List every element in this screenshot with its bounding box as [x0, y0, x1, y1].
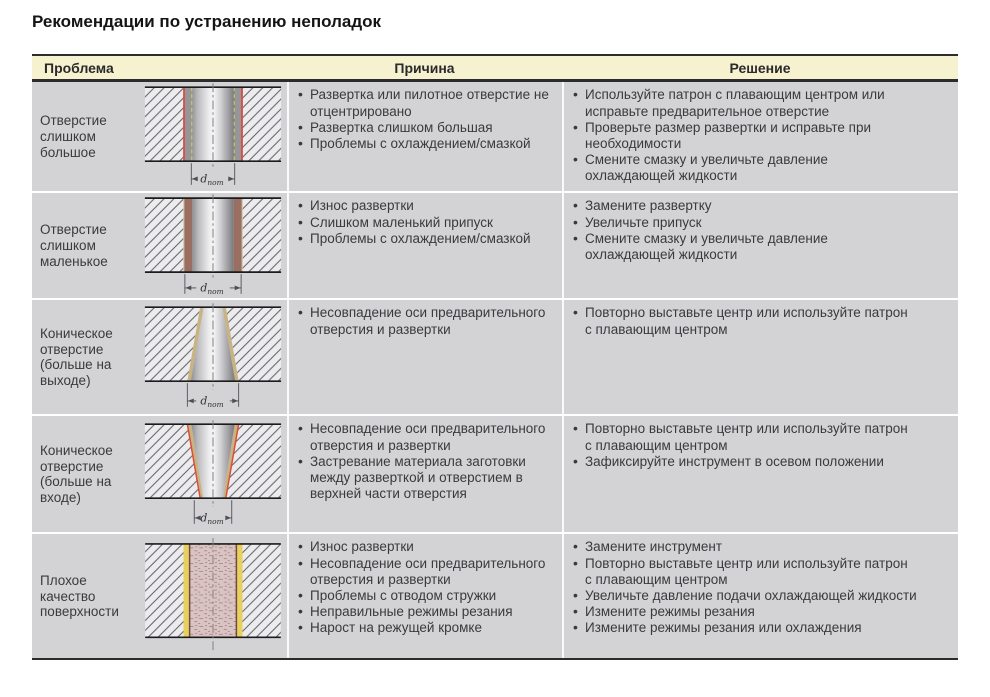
solution-list [572, 539, 918, 636]
solution-item: • Проверьте размер развертки и исправьте при необходимости [572, 120, 918, 152]
solution-list [572, 305, 918, 337]
solution-list [572, 87, 918, 184]
problem-label: Плохое качество поверхности [40, 572, 119, 620]
cause-item: • Проблемы с охлаждением/смазкой [297, 136, 556, 152]
diagram-cell [138, 300, 287, 414]
diagram-cell [138, 82, 287, 191]
solution-item: • Увеличьте припуск [572, 215, 918, 231]
solution-item: • Зафиксируйте инструмент в осевом положении [572, 454, 918, 470]
solution-item: • Замените развертку [572, 198, 918, 214]
problem-cell [32, 534, 138, 658]
cause-cell [287, 534, 562, 658]
solution-item: • Смените смазку и увеличьте давление охлаждающей жидкости [572, 152, 918, 184]
cause-item: • Несовпадение оси предварительного отверстия и развертки [297, 305, 556, 337]
solution-list [572, 198, 918, 263]
cause-cell [287, 416, 562, 532]
poor-surface-finish-diagram [139, 538, 287, 654]
cause-item: • Проблемы с отводом стружки [297, 588, 556, 604]
tapered-hole-larger-at-exit-diagram [139, 303, 287, 412]
solution-cell [562, 534, 958, 658]
tapered-hole-larger-at-entry-diagram [139, 420, 287, 529]
problem-label: Отверстие слишком большое [40, 113, 107, 160]
table-row [32, 82, 958, 193]
table-row [32, 416, 958, 534]
hole-too-big-section-diagram [139, 83, 287, 190]
problem-label: Коническое отверстие (больше на выходе) [40, 325, 113, 389]
cause-item: • Застревание материала заготовки между разверткой и отверстием в верхней части отверстия [297, 454, 556, 503]
cause-list [297, 421, 556, 502]
problem-cell [32, 300, 138, 414]
cause-item: • Проблемы с охлаждением/смазкой [297, 231, 556, 247]
cause-list [297, 539, 556, 636]
solution-cell [562, 82, 958, 191]
cause-item: • Развертка слишком большая [297, 120, 556, 136]
solution-cell [562, 416, 958, 532]
svg-text:dnom: $d_{nom}$ [199, 172, 224, 188]
cause-item: • Развертка или пилотное отверстие не отцентрировано [297, 87, 556, 119]
solution-item: • Повторно выставьте центр или используйте патрон с плавающим центром [572, 556, 918, 588]
solution-item: • Измените режимы резания или охлаждения [572, 620, 918, 636]
solution-item: • Измените режимы резания [572, 604, 918, 620]
solution-item: • Увеличьте давление подачи охлаждающей жидкости [572, 588, 918, 604]
problem-cell [32, 82, 138, 191]
cause-item: • Износ развертки [297, 198, 556, 214]
solution-list [572, 421, 918, 470]
cause-item: • Нарост на режущей кромке [297, 620, 556, 636]
problem-label: Отверстие слишком маленькое [40, 222, 108, 269]
svg-text:dnom: $d_{nom}$ [199, 394, 224, 409]
page-title: Рекомендации по устранению неполадок [32, 12, 382, 31]
column-header-cause: Причина [394, 59, 455, 76]
solution-item: • Замените инструмент [572, 539, 918, 555]
table-row [32, 193, 958, 300]
diagram-cell [138, 193, 287, 298]
solution-item: • Используйте патрон с плавающим центром или исправьте предварительное отверстие [572, 87, 918, 119]
cause-cell [287, 193, 562, 298]
cause-item: • Износ развертки [297, 539, 556, 555]
problem-cell [32, 193, 138, 298]
solution-cell [562, 300, 958, 414]
cause-cell [287, 300, 562, 414]
solution-item: • Повторно выставьте центр или используйте патрон с плавающим центром [572, 305, 918, 337]
column-header-solution: Решение [729, 59, 791, 76]
cause-item: • Несовпадение оси предварительного отверстия и развертки [297, 556, 556, 588]
diagram-cell [138, 416, 287, 532]
table-row [32, 300, 958, 416]
solution-cell [562, 193, 958, 298]
cause-list [297, 198, 556, 247]
problem-label: Коническое отверстие (больше на входе) [40, 442, 113, 506]
column-header-problem: Проблема [44, 59, 114, 76]
table-body [32, 82, 958, 658]
cause-list [297, 305, 556, 337]
svg-text:dnom: $d_{nom}$ [199, 281, 224, 297]
cause-item: • Несовпадение оси предварительного отверстия и развертки [297, 421, 556, 453]
solution-item: • Смените смазку и увеличьте давление охлаждающей жидкости [572, 231, 918, 263]
troubleshooting-table [32, 54, 958, 660]
cause-cell [287, 82, 562, 191]
diagram-cell [138, 534, 287, 658]
cause-list [297, 87, 556, 152]
hole-too-small-section-diagram [139, 194, 287, 297]
svg-text:dnom: $d_{nom}$ [199, 511, 224, 526]
table-header-row [32, 56, 958, 82]
cause-item: • Неправильные режимы резания [297, 604, 556, 620]
cause-item: • Слишком маленький припуск [297, 215, 556, 231]
problem-cell [32, 416, 138, 532]
table-row [32, 534, 958, 658]
solution-item: • Повторно выставьте центр или используйте патрон с плавающим центром [572, 421, 918, 453]
